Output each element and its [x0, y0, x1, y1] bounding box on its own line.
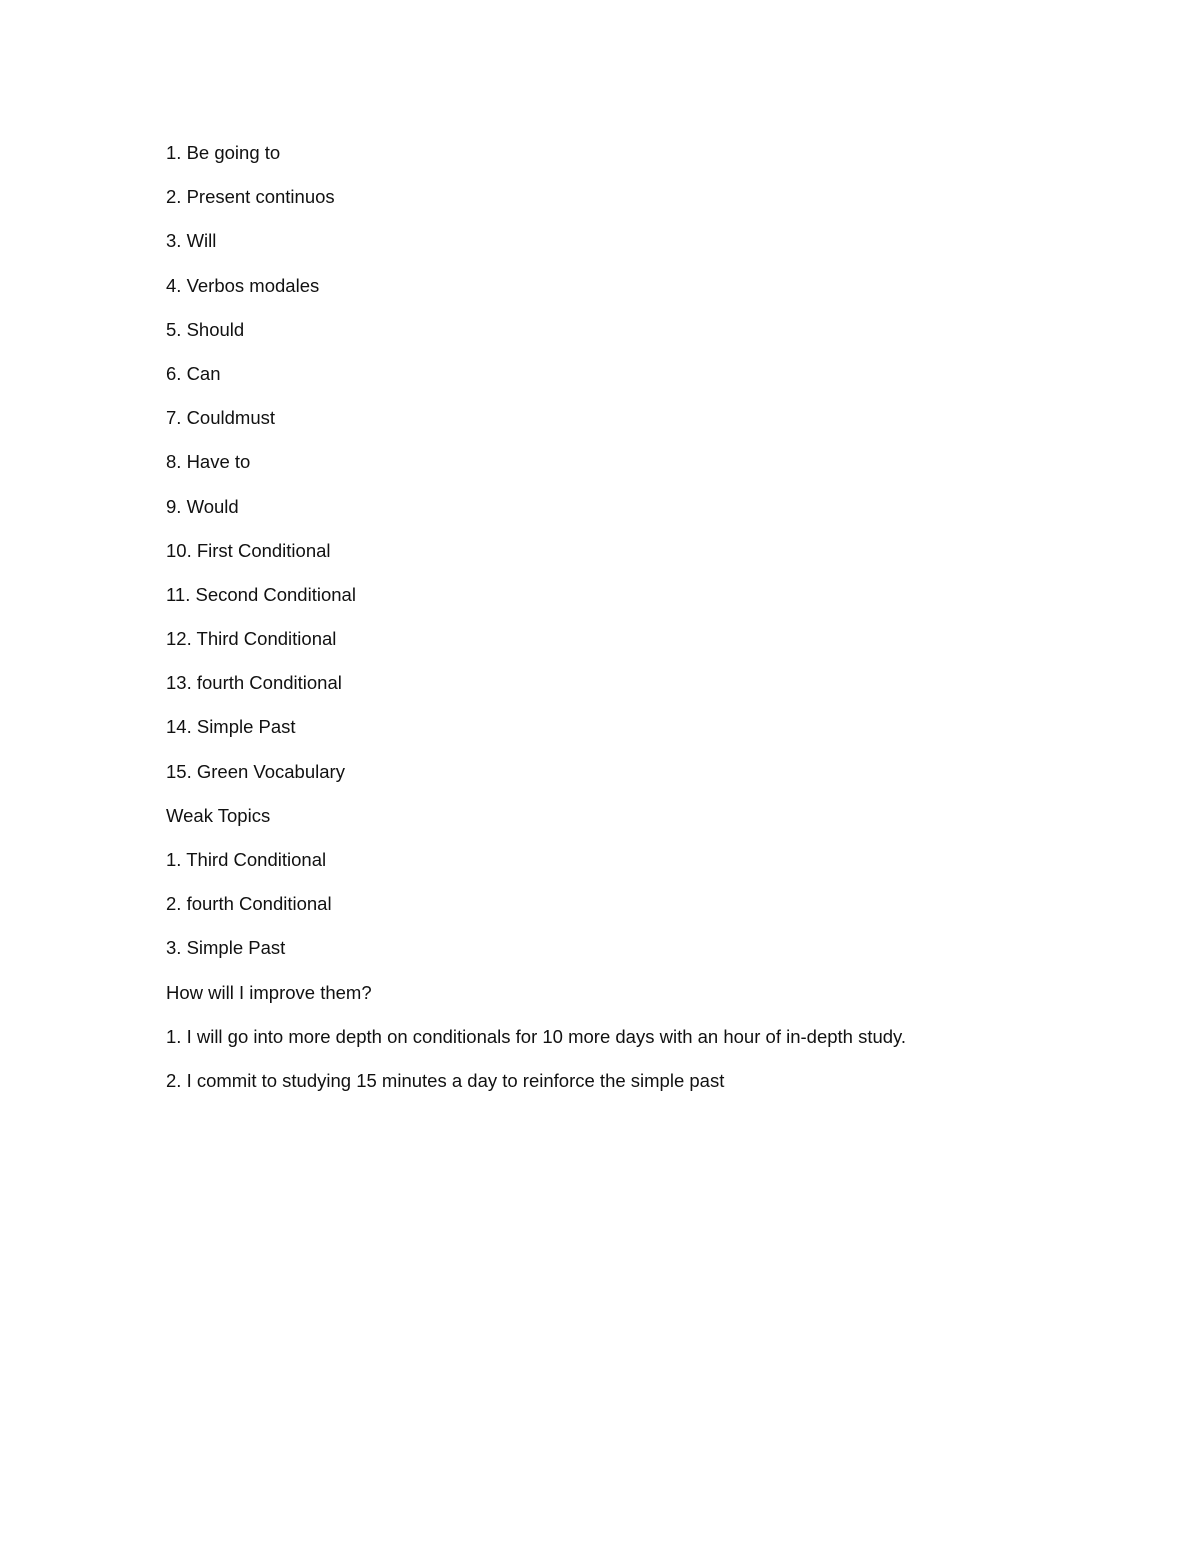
- topic-item: 7. Couldmust: [166, 407, 275, 429]
- weak-topic-item: 3. Simple Past: [166, 937, 286, 959]
- topic-item: 3. Will: [166, 230, 217, 252]
- improvement-item: 2. I commit to studying 15 minutes a day to reinforce the simple past: [166, 1069, 725, 1091]
- document-body: [166, 140, 936, 1112]
- topic-item: 2. Present continuos: [166, 186, 335, 208]
- weak-topics-heading: Weak Topics: [166, 804, 271, 826]
- topic-item: 11. Second Conditional: [166, 583, 356, 605]
- topic-item: 8. Have to: [166, 451, 251, 473]
- topic-item: 5. Should: [166, 318, 245, 340]
- topic-item: 12. Third Conditional: [166, 628, 337, 650]
- topic-item: 15. Green Vocabulary: [166, 760, 345, 782]
- topic-item: 10. First Conditional: [166, 539, 331, 561]
- topic-item: 9. Would: [166, 495, 239, 517]
- improvement-item: 1. I will go into more depth on conditionals for 10 more days with an hour of in-depth study.: [166, 1025, 907, 1047]
- topic-item: 13. fourth Conditional: [166, 672, 342, 694]
- improve-heading: How will I improve them?: [166, 981, 372, 1003]
- topic-item: 14. Simple Past: [166, 716, 296, 738]
- weak-topic-item: 2. fourth Conditional: [166, 893, 332, 915]
- topic-item: 4. Verbos modales: [166, 274, 320, 296]
- topic-item: 6. Can: [166, 362, 221, 384]
- weak-topic-item: 1. Third Conditional: [166, 849, 327, 870]
- topic-item: 1. Be going to: [166, 142, 281, 163]
